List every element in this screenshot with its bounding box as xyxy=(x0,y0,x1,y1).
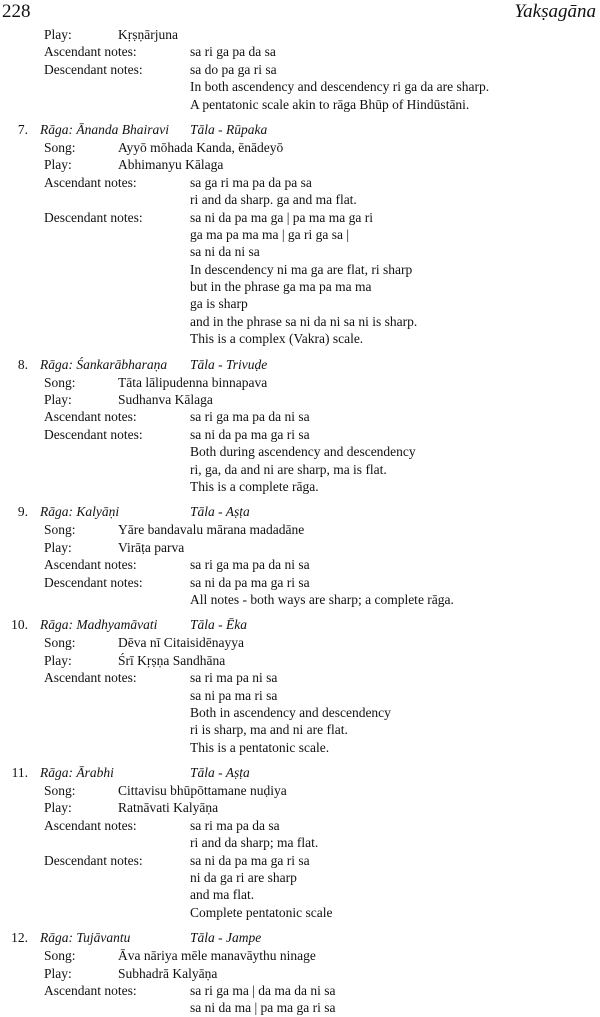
running-title: Yakṣagāna xyxy=(514,1,596,22)
line-value: Subhadrā Kalyāṇa xyxy=(118,965,218,981)
line-label: Play: xyxy=(44,392,72,408)
line-value: and ma flat. xyxy=(190,887,255,903)
raga-name: Rāga: Kalyāṇi xyxy=(40,504,120,520)
line-label: Song: xyxy=(44,374,76,390)
line-value: Complete pentatonic scale xyxy=(190,904,333,920)
line-value: sa ni da pa ma ga ri sa xyxy=(190,426,310,442)
entry-line xyxy=(0,591,600,608)
raga-entry xyxy=(0,26,600,113)
raga-name: Rāga: Ārabhi xyxy=(40,765,114,781)
line-label: Song: xyxy=(44,783,76,799)
line-value: A pentatonic scale akin to rāga Bhūp of Hindūstāni. xyxy=(190,96,470,112)
entry-line xyxy=(0,834,600,851)
line-label: Song: xyxy=(44,522,76,538)
raga-entry xyxy=(0,356,600,496)
entry-line xyxy=(0,156,600,173)
line-value: sa ni da ni sa xyxy=(190,244,260,260)
line-value: Āva nāriya mēle manavāythu ninage xyxy=(118,948,316,964)
entry-heading xyxy=(0,764,600,782)
entry-line xyxy=(0,78,600,95)
raga-name: Rāga: Tujāvantu xyxy=(40,930,131,946)
line-value: Abhimanyu Kālaga xyxy=(118,157,224,173)
page-header xyxy=(0,0,600,26)
entry-line xyxy=(0,982,600,999)
line-value: sa ni da ma | pa ma ga ri sa xyxy=(190,1000,336,1016)
line-value: but in the phrase ga ma pa ma ma xyxy=(190,279,372,295)
raga-entry xyxy=(0,121,600,348)
entry-line xyxy=(0,443,600,460)
line-value: ri, ga, da and ni are sharp, ma is flat. xyxy=(190,461,387,477)
line-value: ri and da sharp. ga and ma flat. xyxy=(190,192,357,208)
line-value: This is a complete rāga. xyxy=(190,478,319,494)
entry-number: 8. xyxy=(17,356,28,372)
entry-line xyxy=(0,313,600,330)
entry-line xyxy=(0,26,600,43)
entry-line xyxy=(0,904,600,921)
entry-line xyxy=(0,209,600,226)
line-value: This is a complex (Vakra) scale. xyxy=(190,331,364,347)
line-value: and in the phrase sa ni da ni sa ni is sharp. xyxy=(190,313,418,329)
entry-heading xyxy=(0,503,600,521)
entry-line xyxy=(0,999,600,1016)
entry-line xyxy=(0,704,600,721)
line-value: Ayyō mōhada Kanda, ēnādeyō xyxy=(118,139,284,155)
line-value: Tāta lālipudenna binnapava xyxy=(118,374,268,390)
tala-name: Tāla - Ēka xyxy=(190,617,247,633)
entry-spacer xyxy=(0,608,600,616)
entry-line xyxy=(0,278,600,295)
line-label: Ascendant notes: xyxy=(44,409,137,425)
entry-line xyxy=(0,478,600,495)
tala-name: Tāla - Aṣṭa xyxy=(190,504,250,520)
entry-line xyxy=(0,721,600,738)
entry-line xyxy=(0,391,600,408)
entry-line xyxy=(0,226,600,243)
entry-line xyxy=(0,330,600,347)
line-value: sa ni da pa ma ga | pa ma ma ga ri xyxy=(190,209,374,225)
line-value: sa do pa ga ri sa xyxy=(190,61,277,77)
raga-entry xyxy=(0,929,600,1017)
entry-heading xyxy=(0,356,600,374)
entry-line xyxy=(0,61,600,78)
tala-name: Tāla - Trivuḍe xyxy=(190,356,268,372)
entry-line xyxy=(0,139,600,156)
entry-line xyxy=(0,574,600,591)
tala-name: Tāla - Aṣṭa xyxy=(190,765,250,781)
entry-line xyxy=(0,261,600,278)
entry-line xyxy=(0,634,600,651)
line-label: Descendant notes: xyxy=(44,61,143,77)
line-value: Yāre bandavalu mārana madadāne xyxy=(118,522,305,538)
page-body xyxy=(0,26,600,1017)
line-label: Song: xyxy=(44,139,76,155)
entry-line xyxy=(0,461,600,478)
entry-line xyxy=(0,782,600,799)
line-value: ga is sharp xyxy=(190,296,248,312)
line-label: Descendant notes: xyxy=(44,426,143,442)
line-value: ni da ga ri are sharp xyxy=(190,870,297,886)
line-value: sa ni da pa ma ga ri sa xyxy=(190,852,310,868)
raga-name: Rāga: Madhyamāvati xyxy=(40,617,158,633)
line-value: Ratnāvati Kalyāṇa xyxy=(118,800,219,816)
entry-line xyxy=(0,174,600,191)
entry-line xyxy=(0,556,600,573)
line-value: In descendency ni ma ga are flat, ri sharp xyxy=(190,261,413,277)
raga-entry xyxy=(0,503,600,608)
line-value: ga ma pa ma ma | ga ri ga sa | xyxy=(190,226,350,242)
line-label: Play: xyxy=(44,27,72,42)
entry-spacer xyxy=(0,495,600,503)
line-label: Descendant notes: xyxy=(44,209,143,225)
line-value: Dēva nī Citaisidēnayya xyxy=(118,635,244,651)
entry-line xyxy=(0,426,600,443)
line-value: Both during ascendency and descendency xyxy=(190,444,416,460)
line-label: Ascendant notes: xyxy=(44,557,137,573)
line-value: sa ni da pa ma ga ri sa xyxy=(190,574,310,590)
line-value: Sudhanva Kālaga xyxy=(118,392,213,408)
entry-line xyxy=(0,191,600,208)
entry-line xyxy=(0,243,600,260)
line-label: Play: xyxy=(44,965,72,981)
line-label: Play: xyxy=(44,652,72,668)
line-label: Ascendant notes: xyxy=(44,670,137,686)
raga-name: Rāga: Ānanda Bhairavi xyxy=(40,121,169,137)
line-label: Play: xyxy=(44,157,72,173)
line-value: sa ni pa ma ri sa xyxy=(190,687,278,703)
entry-line xyxy=(0,408,600,425)
line-value: All notes - both ways are sharp; a complete rāga. xyxy=(190,591,454,607)
entry-line xyxy=(0,869,600,886)
entry-heading xyxy=(0,121,600,139)
line-value: sa ri ga ma pa da ni sa xyxy=(190,557,310,573)
line-value: Both in ascendency and descendency xyxy=(190,704,391,720)
line-value: sa ri ga ma pa da ni sa xyxy=(190,409,310,425)
entry-number: 10. xyxy=(11,617,28,633)
line-label: Song: xyxy=(44,948,76,964)
tala-name: Tāla - Rūpaka xyxy=(190,121,268,137)
entry-number: 12. xyxy=(11,930,28,946)
entry-line xyxy=(0,521,600,538)
tala-name: Tāla - Jampe xyxy=(190,930,262,946)
line-value: sa ri ga pa da sa xyxy=(190,44,276,60)
line-value: In both ascendency and descendency ri ga da are sharp. xyxy=(190,79,490,95)
entry-line xyxy=(0,669,600,686)
page-number: 228 xyxy=(2,1,31,22)
entry-line xyxy=(0,817,600,834)
line-value: sa ga ri ma pa da pa sa xyxy=(190,174,312,190)
entry-spacer xyxy=(0,756,600,764)
line-value: sa ri ma pa da sa xyxy=(190,817,280,833)
entry-spacer xyxy=(0,348,600,356)
entry-line xyxy=(0,886,600,903)
entry-line xyxy=(0,965,600,982)
line-value: Kṛṣṇārjuna xyxy=(118,27,178,42)
line-label: Ascendant notes: xyxy=(44,982,137,998)
line-value: ri and da sharp; ma flat. xyxy=(190,835,319,851)
entry-spacer xyxy=(0,921,600,929)
entry-line xyxy=(0,295,600,312)
line-label: Ascendant notes: xyxy=(44,174,137,190)
raga-name: Rāga: Śankarābharaṇa xyxy=(40,356,168,372)
line-label: Play: xyxy=(44,539,72,555)
entry-line xyxy=(0,799,600,816)
line-value: sa ri ma pa ni sa xyxy=(190,670,278,686)
line-label: Descendant notes: xyxy=(44,574,143,590)
raga-entry xyxy=(0,764,600,921)
line-label: Ascendant notes: xyxy=(44,817,137,833)
line-value: Cittavisu bhūpōttamane nuḍiya xyxy=(118,783,287,799)
entry-spacer xyxy=(0,113,600,121)
entry-line xyxy=(0,43,600,60)
line-label: Play: xyxy=(44,800,72,816)
entry-line xyxy=(0,374,600,391)
entry-number: 7. xyxy=(17,121,28,137)
raga-entry xyxy=(0,616,600,756)
entry-line xyxy=(0,739,600,756)
line-value: Śrī Kṛṣṇa Sandhāna xyxy=(118,652,226,668)
line-label: Song: xyxy=(44,635,76,651)
line-value: sa ri ga ma | da ma da ni sa xyxy=(190,982,336,998)
line-label: Ascendant notes: xyxy=(44,44,137,60)
entry-line xyxy=(0,947,600,964)
entry-line xyxy=(0,539,600,556)
line-value: This is a pentatonic scale. xyxy=(190,739,330,755)
entry-line xyxy=(0,852,600,869)
entry-heading xyxy=(0,616,600,634)
entry-line xyxy=(0,687,600,704)
line-value: ri is sharp, ma and ni are flat. xyxy=(190,722,348,738)
entry-number: 9. xyxy=(17,504,28,520)
line-label: Descendant notes: xyxy=(44,852,143,868)
line-value: Virāṭa parva xyxy=(118,539,185,555)
entry-line xyxy=(0,652,600,669)
entry-line xyxy=(0,96,600,113)
entry-number: 11. xyxy=(11,765,28,781)
